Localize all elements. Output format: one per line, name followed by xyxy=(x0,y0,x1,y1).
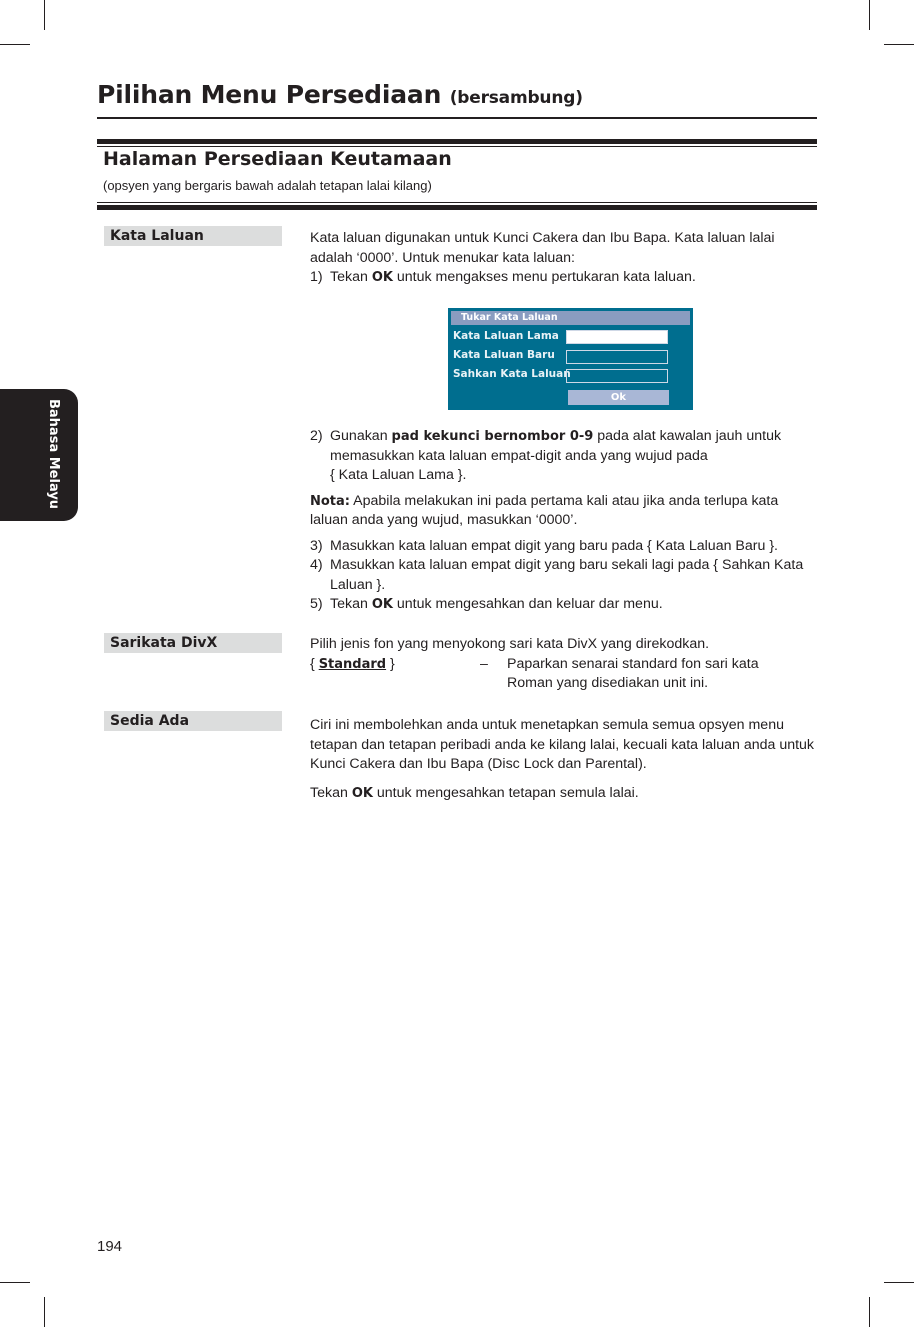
step-text: untuk mengesahkan dan keluar dar menu. xyxy=(392,596,663,612)
step-text: Tekan xyxy=(330,596,372,612)
confirm-text: Tekan xyxy=(310,784,352,801)
step-text: Gunakan xyxy=(330,428,392,444)
step-2 xyxy=(310,427,815,486)
step-number: 3) xyxy=(310,537,323,554)
step-number: 2) xyxy=(310,428,323,444)
step-text: Masukkan kata laluan empat digit yang baru sekali lagi pada { Sahkan Kata Laluan }. xyxy=(330,557,804,593)
step-1 xyxy=(310,268,815,288)
confirm-bold: OK xyxy=(351,785,373,801)
label-kata-laluan: Kata Laluan xyxy=(104,226,282,246)
confirm-text: untuk mengesahkan tetapan semula lalai. xyxy=(372,784,639,801)
divx-intro: Pilih jenis fon yang menyokong sari kata DivX yang direkodkan. xyxy=(310,636,710,652)
old-password-input[interactable] xyxy=(566,330,668,344)
crop-mark xyxy=(869,1297,870,1327)
step-3 xyxy=(310,537,815,557)
divx-option-row xyxy=(310,655,815,695)
page-title-text: Pilihan Menu Persediaan xyxy=(97,80,442,109)
label-sedia-ada: Sedia Ada xyxy=(104,711,282,731)
step-bold: OK xyxy=(371,597,393,612)
brace: { xyxy=(310,655,319,672)
step-text: Tekan xyxy=(330,269,372,285)
step-bold: OK xyxy=(371,270,393,285)
option-standard: Standard xyxy=(318,656,387,672)
change-password-dialog xyxy=(448,308,693,410)
step-text: { Kata Laluan Lama }. xyxy=(330,467,467,483)
field-label-confirm: Sahkan Kata Laluan xyxy=(453,368,571,380)
note-label: Nota: xyxy=(310,493,350,509)
label-sarikata-divx: Sarikata DivX xyxy=(104,633,282,653)
crop-mark xyxy=(869,0,870,30)
section-rule-bottom-thin xyxy=(97,202,817,203)
page-title xyxy=(97,80,583,109)
dialog-title: Tukar Kata Laluan xyxy=(451,311,690,325)
field-label-old: Kata Laluan Lama xyxy=(453,330,559,342)
step-number: 4) xyxy=(310,557,323,573)
kata-laluan-intro: Kata laluan digunakan untuk Kunci Cakera dan Ibu Bapa. Kata laluan lalai adalah ‘0000’. Untuk menukar kata laluan: xyxy=(310,230,775,266)
section-rule-top-thin xyxy=(97,146,817,147)
step-number: 5) xyxy=(310,596,323,612)
crop-mark xyxy=(44,0,45,30)
page-title-suffix: (bersambung) xyxy=(449,88,583,108)
section-rule-top xyxy=(97,139,817,144)
step-bold: pad kekunci bernombor 0-9 xyxy=(391,429,594,444)
kata-laluan-steps xyxy=(310,427,815,615)
divx-body xyxy=(310,635,815,695)
crop-mark xyxy=(0,1282,30,1283)
step-number: 1) xyxy=(310,269,323,285)
kata-laluan-body xyxy=(310,229,815,288)
sedia-ada-body xyxy=(310,716,815,803)
note xyxy=(310,492,815,531)
divx-option xyxy=(310,655,395,675)
ok-button[interactable]: Ok xyxy=(568,390,669,405)
sedia-ada-text: Ciri ini membolehkan anda untuk menetapkan semula semua opsyen menu tetapan dan tetapan peribadi anda ke kilang lalai, kecuali kata laluan anda untuk Kunci Cakera dan Ibu Bapa (Disc Lock dan Parental). xyxy=(310,717,815,772)
step-text: Masukkan kata laluan empat digit yang baru pada { Kata Laluan Baru }. xyxy=(330,537,779,554)
step-text: pada alat kawalan jauh untuk memasukkan kata laluan empat-digit anda yang wujud pada xyxy=(330,428,782,464)
step-4 xyxy=(310,556,815,595)
new-password-input[interactable] xyxy=(566,350,668,364)
section-rule-bottom xyxy=(97,205,817,210)
crop-mark xyxy=(44,1297,45,1327)
section-note: (opsyen yang bergaris bawah adalah tetapan lalai kilang) xyxy=(103,178,432,193)
crop-mark xyxy=(884,44,914,45)
crop-mark xyxy=(884,1282,914,1283)
field-label-new: Kata Laluan Baru xyxy=(453,349,555,361)
language-side-tab xyxy=(0,389,78,521)
step-text: untuk mengakses menu pertukaran kata laluan. xyxy=(392,269,696,285)
language-side-tab-label: Bahasa Melayu xyxy=(46,399,61,510)
title-rule xyxy=(97,117,817,119)
brace: } xyxy=(386,655,395,672)
step-5 xyxy=(310,595,815,615)
option-dash: – xyxy=(480,655,488,672)
option-description: Paparkan senarai standard fon sari kata Roman yang disediakan unit ini. xyxy=(507,655,759,691)
page-number: 194 xyxy=(97,1238,123,1255)
confirm-password-input[interactable] xyxy=(566,369,668,383)
section-title: Halaman Persediaan Keutamaan xyxy=(103,148,452,170)
crop-mark xyxy=(0,44,30,45)
note-text: Apabila melakukan ini pada pertama kali atau jika anda terlupa kata laluan anda yang wujud, masukkan ‘0000’. xyxy=(310,492,779,528)
sedia-ada-confirm xyxy=(310,784,815,804)
